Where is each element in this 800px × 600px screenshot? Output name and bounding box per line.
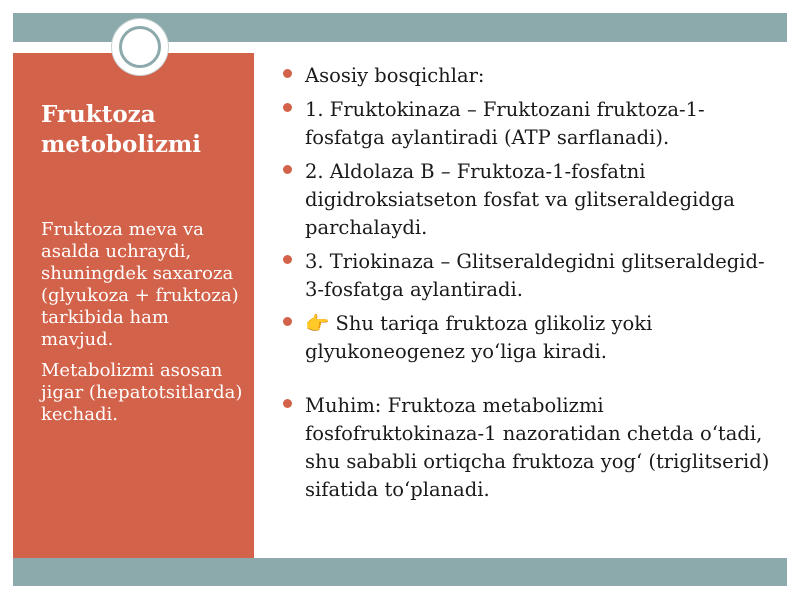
- bullet-dot-icon: [283, 399, 292, 408]
- list-item: [282, 96, 777, 152]
- list-item-text: Muhim: Fruktoza metabolizmi fosfofruktokinaza-1 nazoratidan chetda o‘tadi, shu sababli ortiqcha fruktoza yog‘ (triglitserid) sifatida to‘planadi.: [305, 394, 770, 501]
- bullet-dot-icon: [283, 103, 292, 112]
- sidebar-paragraph: Fruktoza meva va asalda uchraydi, shuningdek saxaroza (glyukoza + fruktoza) tarkibida ham mavjud.: [41, 219, 239, 350]
- bullet-dot-icon: [283, 255, 292, 264]
- bullet-dot-icon: [283, 165, 292, 174]
- list-item-text: 2. Aldolaza B – Fruktoza-1-fosfatni digidroksiatseton fosfat va glitseraldegidga parchalaydi.: [305, 160, 735, 239]
- list-item-text: 3. Triokinaza – Glitseraldegidni glitseraldegid-3-fosfatga aylantiradi.: [305, 250, 765, 301]
- bottom-band: [13, 558, 787, 586]
- slide-title: Fruktoza metobolizmi: [41, 101, 201, 158]
- list-item: [282, 392, 777, 504]
- sidebar-text: [41, 219, 246, 435]
- bullet-dot-icon: [283, 69, 292, 78]
- list-item: [282, 248, 777, 304]
- list-item: [282, 310, 777, 366]
- list-item-text: Asosiy bosqichlar:: [305, 64, 485, 87]
- sidebar-paragraph: Metabolizmi asosan jigar (hepatotsitlarda) kechadi.: [41, 360, 243, 425]
- circle-ring-icon: [112, 19, 168, 75]
- bullet-dot-icon: [283, 317, 292, 326]
- list-item: [282, 158, 777, 242]
- circle-ring-inner: [119, 26, 161, 68]
- bullet-list: [282, 62, 777, 510]
- list-item: [282, 62, 777, 90]
- list-item-text: 👉 Shu tariqa fruktoza glikoliz yoki glyukoneogenez yo‘liga kiradi.: [305, 312, 653, 363]
- list-item-text: 1. Fruktokinaza – Fruktozani fruktoza-1-fosfatga aylantiradi (ATP sarflanadi).: [305, 98, 705, 149]
